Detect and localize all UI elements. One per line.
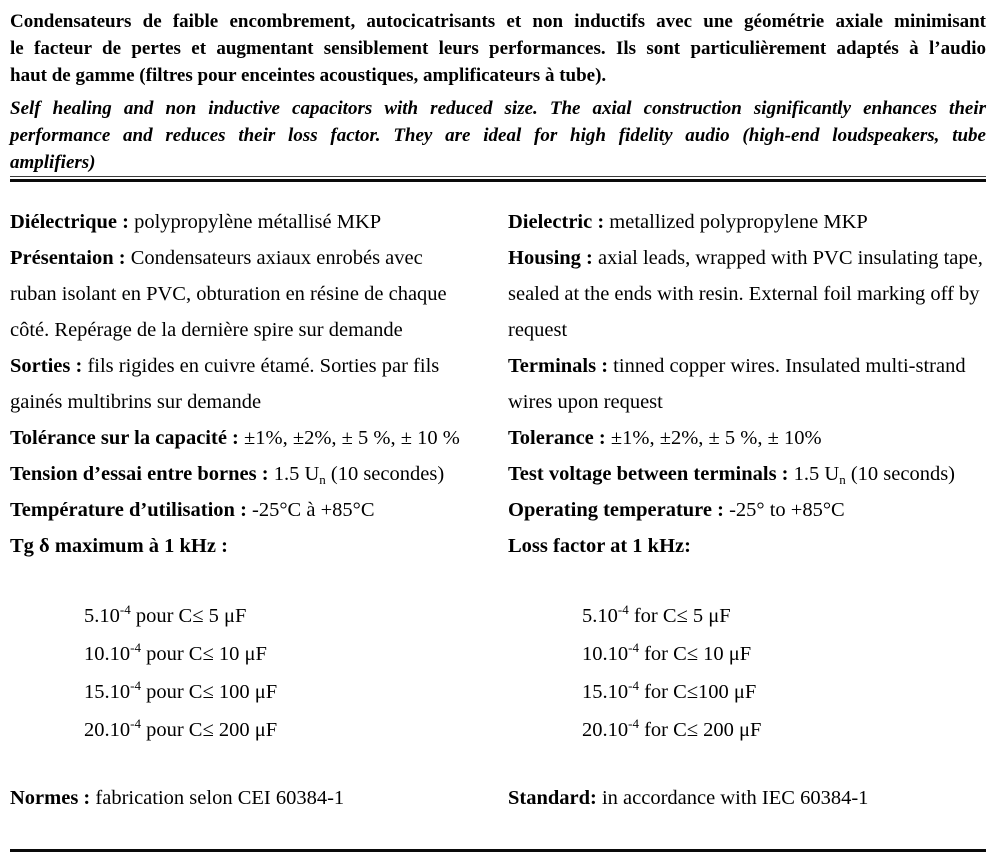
spec-tension-essai [10, 456, 508, 492]
spec-value: (10 secondes) [325, 463, 445, 485]
spec-temperature-fr [10, 492, 508, 528]
spec-value: ±1%, ±2%, ± 5 %, ± 10 % [238, 427, 460, 449]
spec-value: in accordance with IEC 60384-1 [596, 787, 869, 809]
spec-value: tinned copper wires. Insulated multi-strand [608, 355, 966, 377]
spec-normes [10, 780, 508, 816]
spec-value: 1.5 U [788, 463, 840, 485]
spec-value: -25° to +85°C [723, 499, 845, 521]
exponent: -4 [628, 678, 639, 693]
spec-sorties [10, 348, 508, 384]
spec-loss-factor [508, 528, 986, 564]
spec-tolerance-en [508, 420, 986, 456]
loss-factor-row [582, 673, 986, 711]
spec-label: Normes : [10, 787, 91, 809]
spec-label: Standard: [508, 787, 597, 809]
spec-operating-temperature [508, 492, 986, 528]
loss-condition: pour C≤ 100 μF [140, 681, 278, 703]
spec-label: Terminals : [508, 355, 609, 377]
spec-test-voltage [508, 456, 986, 492]
spec-label: Diélectrique : [10, 211, 129, 233]
loss-factor-row [582, 711, 986, 749]
loss-factor-row [582, 635, 986, 673]
spec-value: sealed at the ends with resin. External foil marking off by [508, 283, 980, 305]
spec-housing-cont [508, 312, 986, 348]
spec-label: Présentaion : [10, 247, 126, 269]
spec-terminals-cont [508, 384, 986, 420]
loss-value: 20.10 [582, 719, 629, 741]
spec-value: polypropylène métallisé MKP [128, 211, 382, 233]
exponent: -4 [119, 602, 131, 617]
spec-presentation-cont [10, 276, 508, 312]
intro-fr-line: haut de gamme (filtres pour enceintes acoustiques, amplificateurs à tube). [10, 65, 607, 86]
spec-column-en [508, 204, 986, 816]
subscript-n: n [839, 472, 846, 487]
spec-label: Tolérance sur la capacité : [10, 427, 239, 449]
loss-condition: for C≤ 10 μF [638, 643, 752, 665]
intro-en-line: performance and reduces their loss factor. They are ideal for high fidelity audio (high-end loudspeakers, tube [10, 125, 986, 146]
spec-columns [10, 204, 986, 816]
intro-paragraph-fr [10, 8, 986, 89]
spec-sorties-cont [10, 384, 508, 420]
loss-factor-list-en [508, 597, 986, 749]
spec-label: Loss factor at 1 kHz: [508, 535, 691, 557]
loss-value: 15.10 [84, 681, 131, 703]
spec-label: Sorties : [10, 355, 83, 377]
loss-condition: pour C≤ 10 μF [140, 643, 267, 665]
subscript-n: n [319, 472, 326, 487]
spec-label: Housing : [508, 247, 593, 269]
spec-dielectric [508, 204, 986, 240]
spec-value: metallized polypropylene MKP [604, 211, 868, 233]
spec-label: Operating temperature : [508, 499, 724, 521]
loss-value: 10.10 [582, 643, 629, 665]
exponent: -4 [628, 640, 639, 655]
exponent: -4 [130, 640, 141, 655]
loss-condition: for C≤100 μF [638, 681, 757, 703]
spec-label: Dielectric : [508, 211, 605, 233]
spec-housing-cont [508, 276, 986, 312]
spec-label: Tolerance : [508, 427, 606, 449]
spec-housing [508, 240, 986, 276]
loss-factor-row [582, 597, 986, 635]
exponent: -4 [130, 716, 141, 731]
top-rule [10, 176, 986, 182]
loss-value: 5.10 [582, 605, 618, 627]
exponent: -4 [628, 716, 639, 731]
loss-condition: for C≤ 5 μF [628, 605, 731, 627]
spec-presentation-cont [10, 312, 508, 348]
spec-standard [508, 780, 986, 816]
loss-value: 15.10 [582, 681, 629, 703]
spec-value: fabrication selon CEI 60384-1 [90, 787, 345, 809]
spec-value: (10 seconds) [845, 463, 955, 485]
loss-condition: pour C≤ 200 μF [140, 719, 278, 741]
loss-condition: pour C≤ 5 μF [130, 605, 247, 627]
spec-dielectrique [10, 204, 508, 240]
spec-tolerance-fr [10, 420, 508, 456]
loss-factor-row [84, 711, 508, 749]
spec-terminals [508, 348, 986, 384]
exponent: -4 [617, 602, 629, 617]
intro-fr-line: le facteur de pertes et augmentant sensiblement leurs performances. Ils sont particulièrement adaptés à l’audio [10, 38, 986, 59]
loss-factor-list-fr [10, 597, 508, 749]
intro-paragraph-en [10, 95, 986, 176]
spec-label: Tension d’essai entre bornes : [10, 463, 269, 485]
loss-value: 5.10 [84, 605, 120, 627]
intro-en-line: amplifiers) [10, 152, 96, 173]
loss-value: 20.10 [84, 719, 131, 741]
spec-label: Température d’utilisation : [10, 499, 247, 521]
spec-value: côté. Repérage de la dernière spire sur demande [10, 319, 403, 341]
loss-factor-row [84, 635, 508, 673]
exponent: -4 [130, 678, 141, 693]
spec-tg-delta [10, 528, 508, 564]
spec-column-fr [10, 204, 508, 816]
spec-label: Tg δ maximum à 1 kHz : [10, 535, 228, 557]
loss-factor-row [84, 673, 508, 711]
bottom-rule [10, 849, 986, 852]
loss-value: 10.10 [84, 643, 131, 665]
loss-condition: for C≤ 200 μF [638, 719, 762, 741]
spec-value: ±1%, ±2%, ± 5 %, ± 10% [605, 427, 822, 449]
intro-en-line: Self healing and non inductive capacitors with reduced size. The axial construction significantly enhances their [10, 98, 986, 119]
spec-value: Condensateurs axiaux enrobés avec [125, 247, 423, 269]
spec-value: fils rigides en cuivre étamé. Sorties par fils [82, 355, 440, 377]
intro-fr-line: Condensateurs de faible encombrement, autocicatrisants et non inductifs avec une géométrie axiale minimisant [10, 11, 986, 32]
spec-value: 1.5 U [268, 463, 320, 485]
spec-value: ruban isolant en PVC, obturation en résine de chaque [10, 283, 447, 305]
spec-presentation [10, 240, 508, 276]
spec-value: axial leads, wrapped with PVC insulating tape, [592, 247, 983, 269]
spec-value: gainés multibrins sur demande [10, 391, 262, 413]
spec-value: wires upon request [508, 391, 663, 413]
spec-value: -25°C à +85°C [246, 499, 375, 521]
loss-factor-row [84, 597, 508, 635]
spec-value: request [508, 319, 568, 341]
spec-label: Test voltage between terminals : [508, 463, 789, 485]
